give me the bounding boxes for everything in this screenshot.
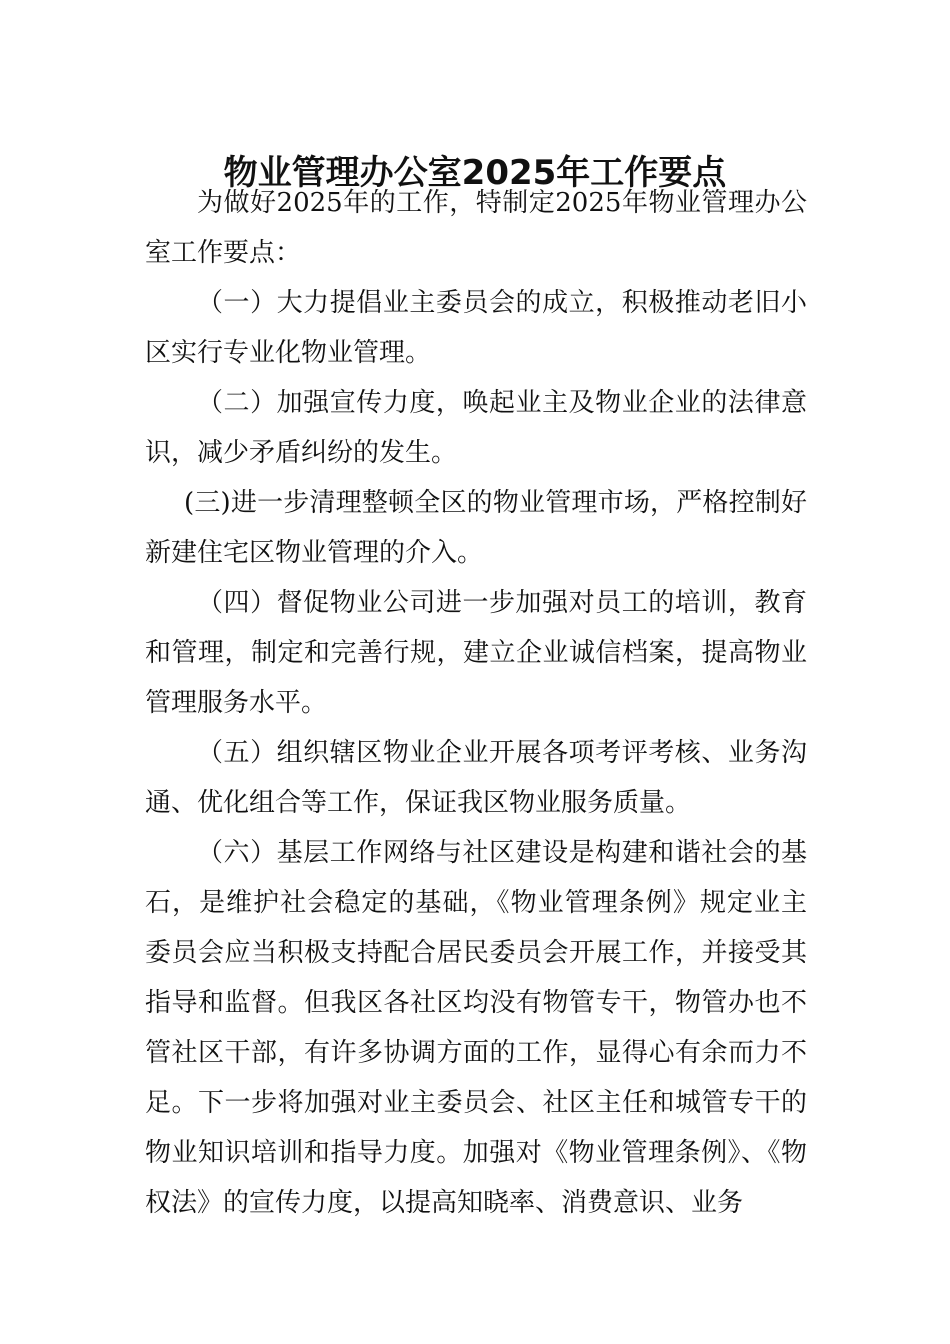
item-paragraph-6: （六）基层工作网络与社区建设是构建和谐社会的基石，是维护社会稳定的基础，《物业管理条例》规定业主委员会应当积极支持配合居民委员会开展工作，并接受其指导和监督。但我区各社区均没有物管专干，物管办也不管社区干部，有许多协调方面的工作，显得心有余而力不足。下一步将加强对业主委员会、社区主任和城管专干的物业知识培训和指导力度。加强对《物业管理条例》、《物权法》的宣传力度，以提高知晓率、消费意识、业务: [145, 838, 807, 1218]
document-body: [145, 178, 807, 1228]
item-paragraph-2: （二）加强宣传力度，唤起业主及物业企业的法律意识，减少矛盾纠纷的发生。: [145, 388, 807, 468]
document-title: 物业管理办公室2025年工作要点: [223, 152, 727, 193]
item-paragraph-3: (三)进一步清理整顿全区的物业管理市场，严格控制好新建住宅区物业管理的介入。: [145, 488, 807, 568]
item-paragraph-4: （四）督促物业公司进一步加强对员工的培训，教育和管理，制定和完善行规，建立企业诚信档案，提高物业管理服务水平。: [145, 588, 807, 718]
intro-paragraph: 为做好2025年的工作，特制定2025年物业管理办公室工作要点：: [145, 188, 807, 268]
item-paragraph-5: （五）组织辖区物业企业开展各项考评考核、业务沟通、优化组合等工作，保证我区物业服务质量。: [145, 738, 807, 818]
item-paragraph-1: （一）大力提倡业主委员会的成立，积极推动老旧小区实行专业化物业管理。: [145, 288, 807, 368]
